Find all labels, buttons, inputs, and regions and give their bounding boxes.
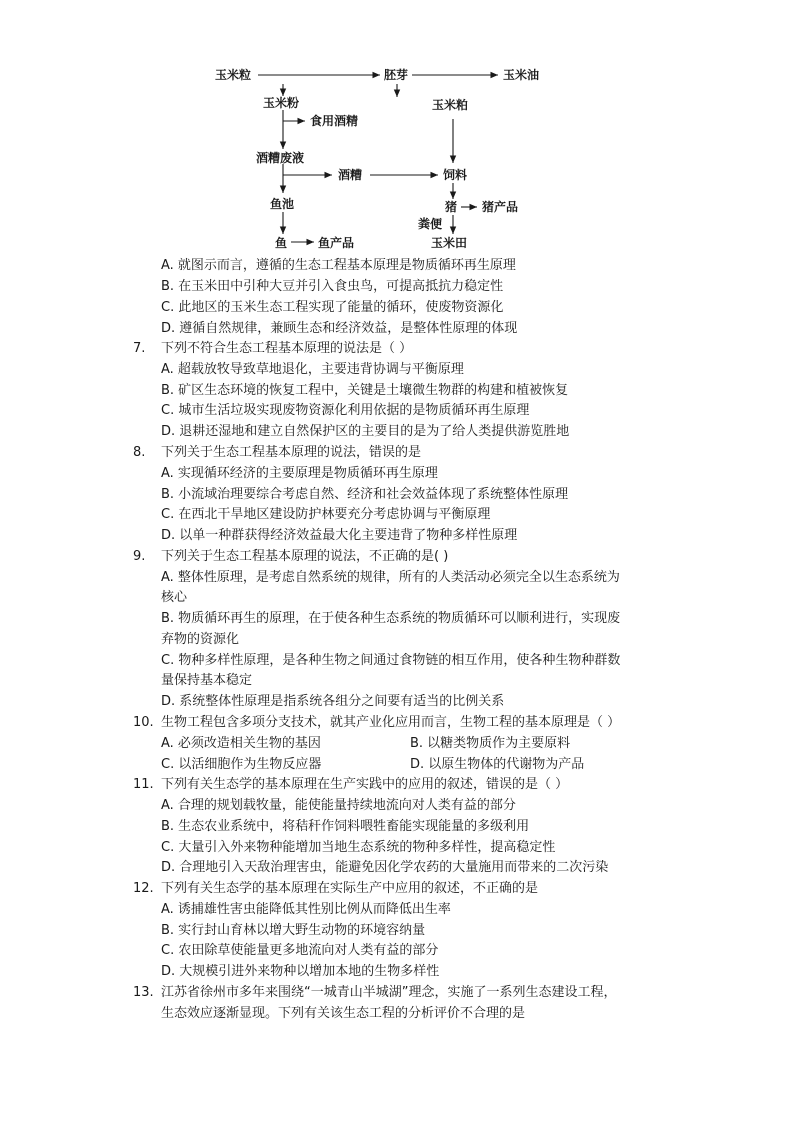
- node-fish: 鱼: [275, 236, 288, 250]
- node-corn-oil: 玉米油: [503, 68, 540, 82]
- node-edible-alcohol: 食用酒精: [310, 114, 359, 128]
- node-corn-field: 玉米田: [431, 236, 468, 250]
- node-corn-flour: 玉米粉: [263, 96, 300, 110]
- q12-stem: 下列有关生态学的基本原理在实际生产中应用的叙述，不正确的是: [161, 881, 539, 896]
- q6-option-c: C. 此地区的玉米生态工程实现了能量的循环，使废物资源化: [161, 300, 504, 315]
- node-distillers-grains: 酒糟: [338, 168, 363, 182]
- node-pig-products: 猪产品: [482, 200, 519, 214]
- q9-option-d: D. 系统整体性原理是指系统各组分之间要有适当的比例关系: [161, 694, 505, 709]
- label-manure: 粪便: [418, 217, 443, 231]
- q13-number: 13.: [133, 985, 154, 1000]
- q8-option-d: D. 以单一种群获得经济效益最大化主要违背了物种多样性原理: [161, 528, 518, 543]
- q7-option-c: C. 城市生活垃圾实现废物资源化利用依据的是物质循环再生原理: [161, 403, 530, 418]
- q12-option-c: C. 农田除草使能量更多地流向对人类有益的部分: [161, 943, 439, 958]
- q8-stem: 下列关于生态工程基本原理的说法，错误的是: [161, 445, 422, 460]
- q8-option-c: C. 在西北干旱地区建设防护林要充分考虑协调与平衡原理: [161, 507, 491, 522]
- q12-option-d: D. 大规模引进外来物种以增加本地的生物多样性: [161, 964, 440, 979]
- q10-option-a: A. 必须改造相关生物的基因: [161, 736, 321, 751]
- diagram-arrows: [0, 0, 794, 260]
- q9-option-a: A. 整体性原理，是考虑自然系统的规律，所有的人类活动必须完全以生态系统为: [161, 570, 620, 585]
- q10-stem: 生物工程包含多项分支技术，就其产业化应用而言，生物工程的基本原理是（ ）: [161, 715, 621, 730]
- q6-option-d: D. 遵循自然规律，兼顾生态和经济效益，是整体性原理的体现: [161, 321, 518, 336]
- q9-option-a-cont: 核心: [161, 590, 188, 605]
- q6-option-a: A. 就图示而言，遵循的生态工程基本原理是物质循环再生原理: [161, 258, 516, 273]
- node-fish-pond: 鱼池: [270, 197, 295, 211]
- q12-option-a: A. 诱捕雄性害虫能降低其性别比例从而降低出生率: [161, 902, 451, 917]
- q12-number: 12.: [133, 881, 154, 896]
- q11-option-d: D. 合理地引入天敌治理害虫，能避免因化学农药的大量施用而带来的二次污染: [161, 860, 609, 875]
- node-germ: 胚芽: [384, 68, 409, 82]
- node-fish-products: 鱼产品: [318, 236, 355, 250]
- q8-option-b: B. 小流域治理要综合考虑自然、经济和社会效益体现了系统整体性原理: [161, 487, 569, 502]
- node-corn-meal: 玉米粕: [432, 98, 469, 112]
- q11-option-c: C. 大量引入外来物种能增加当地生态系统的物种多样性，提高稳定性: [161, 840, 556, 855]
- q10-option-c: C. 以活细胞作为生物反应器: [161, 757, 322, 772]
- q9-option-b: B. 物质循环再生的原理，在于使各种生态系统的物质循环可以顺利进行，实现废: [161, 611, 621, 626]
- q13-stem-line2: 生态效应逐渐显现。下列有关该生态工程的分析评价不合理的是: [161, 1006, 526, 1021]
- q10-number: 10.: [133, 715, 154, 730]
- q13-stem-line1: 江苏省徐州市多年来围绕“一城青山半城湖”理念，实施了一系列生态建设工程，: [161, 985, 617, 1000]
- q9-option-b-cont: 弃物的资源化: [161, 632, 240, 647]
- node-feed: 饲料: [443, 168, 468, 182]
- node-vinasse: 酒糟废液: [256, 151, 305, 165]
- q11-option-b: B. 生态农业系统中，将秸秆作饲料喂牲畜能实现能量的多级利用: [161, 819, 530, 834]
- q7-number: 7.: [133, 341, 146, 356]
- q8-number: 8.: [133, 445, 146, 460]
- node-pig: 猪: [445, 200, 458, 214]
- q6-option-b: B. 在玉米田中引种大豆并引入食虫鸟，可提高抵抗力稳定性: [161, 279, 504, 294]
- q7-option-b: B. 矿区生态环境的恢复工程中，关键是土壤微生物群的构建和植被恢复: [161, 383, 569, 398]
- q9-stem: 下列关于生态工程基本原理的说法，不正确的是( ): [161, 549, 449, 564]
- q8-option-a: A. 实现循环经济的主要原理是物质循环再生原理: [161, 466, 438, 481]
- q12-option-b: B. 实行封山育林以增大野生动物的环境容纳量: [161, 923, 426, 938]
- q11-stem: 下列有关生态学的基本原理在生产实践中的应用的叙述，错误的是（ ）: [161, 777, 569, 792]
- q7-option-d: D. 退耕还湿地和建立自然保护区的主要目的是为了给人类提供游览胜地: [161, 424, 570, 439]
- q10-option-b: B. 以糖类物质作为主要原料: [410, 736, 571, 751]
- node-corn-grain: 玉米粒: [215, 68, 252, 82]
- q11-number: 11.: [133, 777, 154, 792]
- q7-stem: 下列不符合生态工程基本原理的说法是（ ）: [161, 341, 413, 356]
- q9-option-c-cont: 量保持基本稳定: [161, 673, 253, 688]
- q9-option-c: C. 物种多样性原理，是各种生物之间通过食物链的相互作用，使各种生物种群数: [161, 653, 621, 668]
- corn-ecology-flow-diagram: [0, 0, 794, 260]
- q7-option-a: A. 超载放牧导致草地退化，主要违背协调与平衡原理: [161, 362, 464, 377]
- q11-option-a: A. 合理的规划载牧量，能使能量持续地流向对人类有益的部分: [161, 798, 516, 813]
- q10-option-d: D. 以原生物体的代谢物为产品: [410, 757, 585, 772]
- q9-number: 9.: [133, 549, 146, 564]
